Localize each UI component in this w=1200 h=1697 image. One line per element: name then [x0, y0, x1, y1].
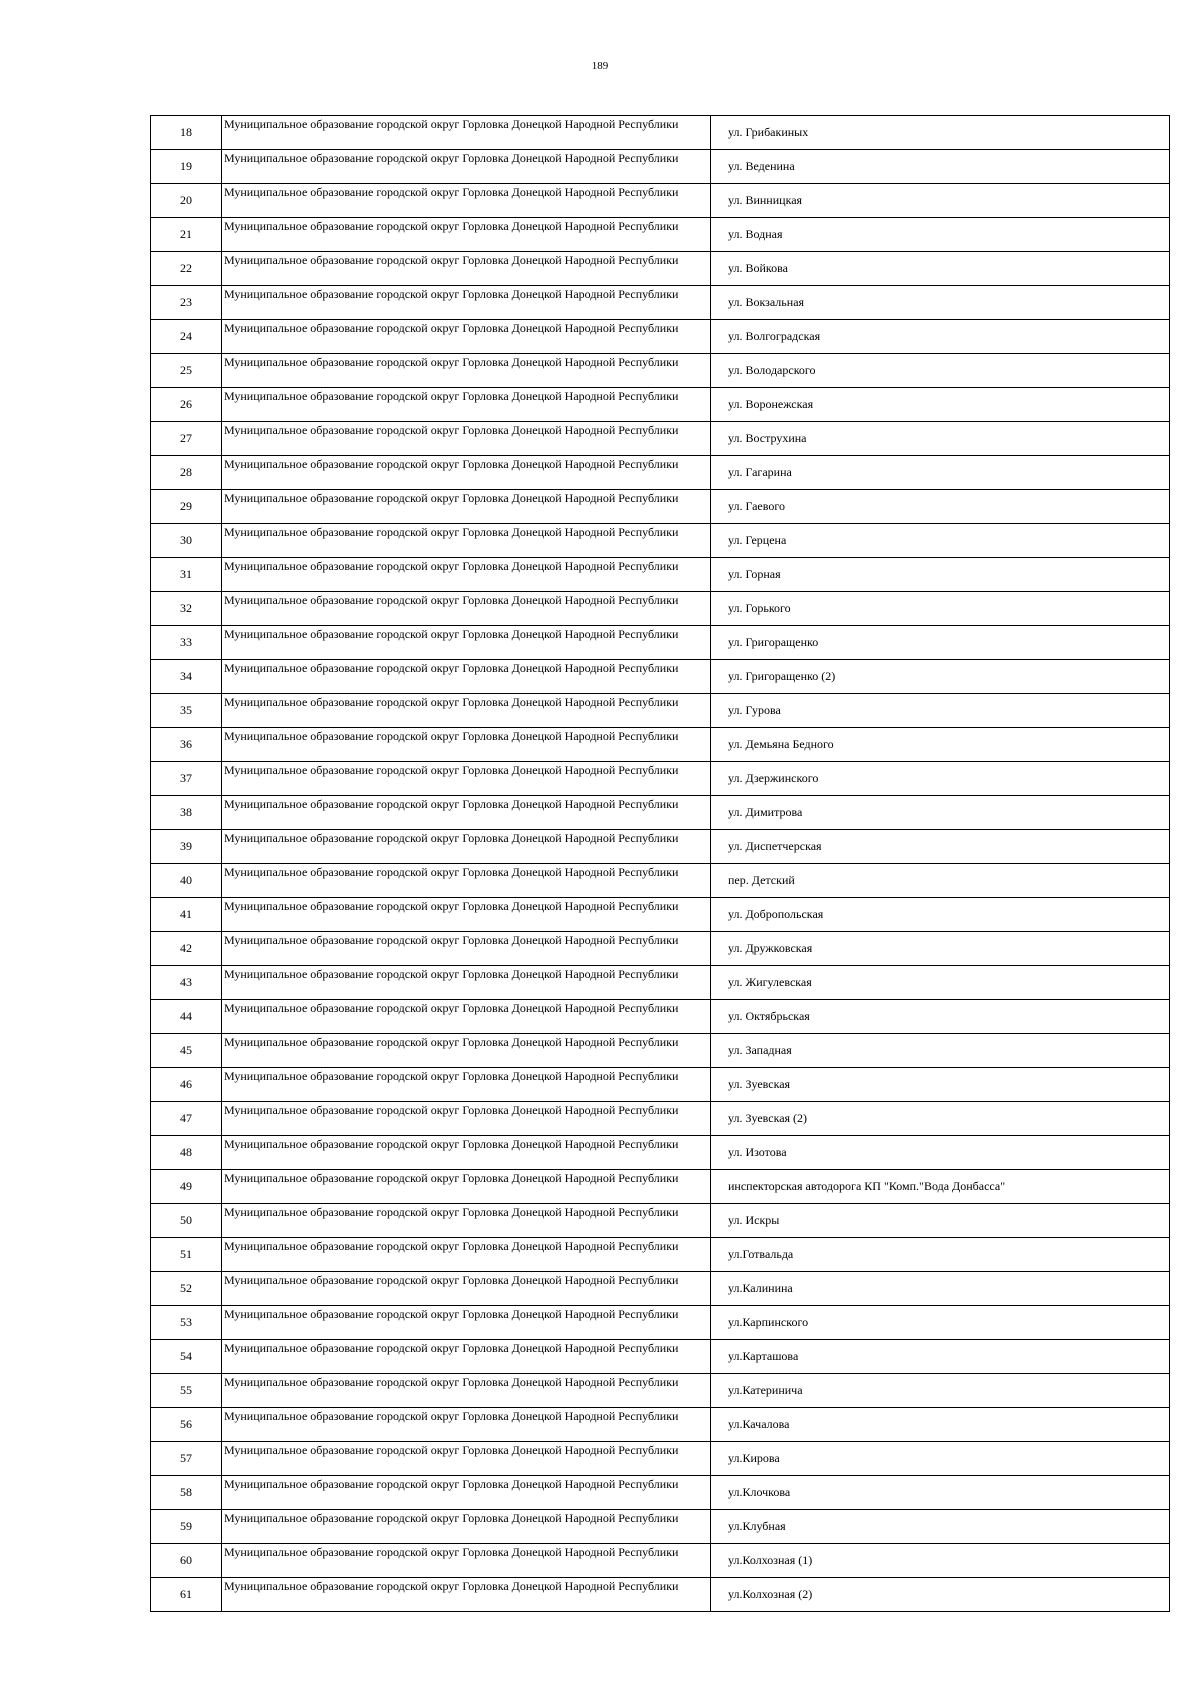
table-row [151, 660, 1170, 694]
municipality-cell [222, 1476, 711, 1510]
municipality-text: Муниципальное образование городской округ Горловка Донецкой Народной Республики [224, 967, 679, 981]
municipality-cell [222, 490, 711, 524]
row-number: 44 [151, 1000, 222, 1034]
row-number: 32 [151, 592, 222, 626]
row-number: 27 [151, 422, 222, 456]
row-number: 25 [151, 354, 222, 388]
municipality-text: Муниципальное образование городской округ Горловка Донецкой Народной Республики [224, 1171, 679, 1185]
municipality-cell [222, 1000, 711, 1034]
street-cell: ул. Добропольская [711, 898, 1170, 932]
street-cell: ул. Войкова [711, 252, 1170, 286]
municipality-text: Муниципальное образование городской округ Горловка Донецкой Народной Республики [224, 1239, 679, 1253]
municipality-cell [222, 1374, 711, 1408]
row-number: 49 [151, 1170, 222, 1204]
municipality-cell [222, 830, 711, 864]
municipality-cell [222, 1170, 711, 1204]
table-row [151, 1000, 1170, 1034]
municipality-cell [222, 252, 711, 286]
municipality-text: Муниципальное образование городской округ Горловка Донецкой Народной Республики [224, 1103, 679, 1117]
table-row [151, 1306, 1170, 1340]
street-cell: ул. Зуевская (2) [711, 1102, 1170, 1136]
street-cell: ул.Колхозная (1) [711, 1544, 1170, 1578]
table-row [151, 898, 1170, 932]
municipality-cell [222, 796, 711, 830]
municipality-cell [222, 388, 711, 422]
municipality-cell [222, 1272, 711, 1306]
municipality-cell [222, 966, 711, 1000]
municipality-text: Муниципальное образование городской округ Горловка Донецкой Народной Республики [224, 1409, 679, 1423]
street-cell: ул.Колхозная (2) [711, 1578, 1170, 1612]
row-number: 43 [151, 966, 222, 1000]
street-cell: ул. Григоращенко (2) [711, 660, 1170, 694]
table-row [151, 524, 1170, 558]
municipality-cell [222, 626, 711, 660]
row-number: 45 [151, 1034, 222, 1068]
table-row [151, 1272, 1170, 1306]
table-row [151, 762, 1170, 796]
street-cell: ул. Григоращенко [711, 626, 1170, 660]
row-number: 37 [151, 762, 222, 796]
row-number: 30 [151, 524, 222, 558]
municipality-text: Муниципальное образование городской округ Горловка Донецкой Народной Республики [224, 1443, 679, 1457]
row-number: 36 [151, 728, 222, 762]
row-number: 61 [151, 1578, 222, 1612]
street-cell: ул. Диспетчерская [711, 830, 1170, 864]
municipality-cell [222, 286, 711, 320]
row-number: 48 [151, 1136, 222, 1170]
municipality-text: Муниципальное образование городской округ Горловка Донецкой Народной Республики [224, 627, 679, 641]
row-number: 59 [151, 1510, 222, 1544]
row-number: 23 [151, 286, 222, 320]
street-cell: ул.Карпинского [711, 1306, 1170, 1340]
page-number: 189 [591, 60, 609, 72]
table-row [151, 150, 1170, 184]
table-row [151, 1578, 1170, 1612]
table-row [151, 456, 1170, 490]
table-row [151, 286, 1170, 320]
table-row [151, 1340, 1170, 1374]
table-row [151, 252, 1170, 286]
row-number: 57 [151, 1442, 222, 1476]
municipality-text: Муниципальное образование городской округ Горловка Донецкой Народной Республики [224, 151, 679, 165]
street-cell: ул. Зуевская [711, 1068, 1170, 1102]
table-row [151, 1136, 1170, 1170]
row-number: 26 [151, 388, 222, 422]
street-cell: ул. Демьяна Бедного [711, 728, 1170, 762]
street-cell: ул. Гурова [711, 694, 1170, 728]
municipality-text: Муниципальное образование городской округ Горловка Донецкой Народной Республики [224, 1205, 679, 1219]
row-number: 42 [151, 932, 222, 966]
table-row [151, 1034, 1170, 1068]
street-cell: ул. Вострухина [711, 422, 1170, 456]
municipality-cell [222, 1510, 711, 1544]
municipality-cell [222, 184, 711, 218]
municipality-cell [222, 116, 711, 150]
street-cell: ул. Гагарина [711, 456, 1170, 490]
street-cell: ул. Гаевого [711, 490, 1170, 524]
table-row [151, 1510, 1170, 1544]
municipality-text: Муниципальное образование городской округ Горловка Донецкой Народной Республики [224, 1273, 679, 1287]
row-number: 60 [151, 1544, 222, 1578]
row-number: 24 [151, 320, 222, 354]
row-number: 39 [151, 830, 222, 864]
street-cell: ул. Западная [711, 1034, 1170, 1068]
row-number: 51 [151, 1238, 222, 1272]
municipality-text: Муниципальное образование городской округ Горловка Донецкой Народной Республики [224, 491, 679, 505]
street-cell: ул. Володарского [711, 354, 1170, 388]
row-number: 21 [151, 218, 222, 252]
municipality-text: Муниципальное образование городской округ Горловка Донецкой Народной Республики [224, 457, 679, 471]
row-number: 35 [151, 694, 222, 728]
municipality-text: Муниципальное образование городской округ Горловка Донецкой Народной Республики [224, 865, 679, 879]
municipality-cell [222, 592, 711, 626]
municipality-text: Муниципальное образование городской округ Горловка Донецкой Народной Республики [224, 423, 679, 437]
table-row [151, 1476, 1170, 1510]
municipality-text: Муниципальное образование городской округ Горловка Донецкой Народной Республики [224, 219, 679, 233]
municipality-text: Муниципальное образование городской округ Горловка Донецкой Народной Республики [224, 1001, 679, 1015]
municipality-cell [222, 1544, 711, 1578]
table-row [151, 626, 1170, 660]
street-cell: ул. Жигулевская [711, 966, 1170, 1000]
street-cell: инспекторская автодорога КП "Комп."Вода Донбасса" [711, 1170, 1170, 1204]
municipality-cell [222, 320, 711, 354]
row-number: 33 [151, 626, 222, 660]
municipality-cell [222, 694, 711, 728]
table-row [151, 1068, 1170, 1102]
municipality-text: Муниципальное образование городской округ Горловка Донецкой Народной Республики [224, 593, 679, 607]
row-number: 31 [151, 558, 222, 592]
street-cell: ул. Дзержинского [711, 762, 1170, 796]
municipality-cell [222, 218, 711, 252]
table-row [151, 966, 1170, 1000]
table-row [151, 592, 1170, 626]
municipality-cell [222, 558, 711, 592]
municipality-cell [222, 524, 711, 558]
table-row [151, 388, 1170, 422]
table-row [151, 694, 1170, 728]
municipality-text: Муниципальное образование городской округ Горловка Донецкой Народной Республики [224, 355, 679, 369]
municipality-cell [222, 1204, 711, 1238]
street-cell: ул. Горная [711, 558, 1170, 592]
table-row [151, 184, 1170, 218]
municipality-text: Муниципальное образование городской округ Горловка Донецкой Народной Республики [224, 117, 679, 131]
table-row [151, 422, 1170, 456]
municipality-cell [222, 422, 711, 456]
municipality-text: Муниципальное образование городской округ Горловка Донецкой Народной Республики [224, 899, 679, 913]
municipality-text: Муниципальное образование городской округ Горловка Донецкой Народной Республики [224, 525, 679, 539]
municipality-text: Муниципальное образование городской округ Горловка Донецкой Народной Республики [224, 695, 679, 709]
row-number: 53 [151, 1306, 222, 1340]
row-number: 34 [151, 660, 222, 694]
table-row [151, 218, 1170, 252]
row-number: 40 [151, 864, 222, 898]
street-cell: ул.Карташова [711, 1340, 1170, 1374]
municipality-cell [222, 1442, 711, 1476]
table-row [151, 1408, 1170, 1442]
municipality-text: Муниципальное образование городской округ Горловка Донецкой Народной Республики [224, 1511, 679, 1525]
row-number: 18 [151, 116, 222, 150]
municipality-text: Муниципальное образование городской округ Горловка Донецкой Народной Республики [224, 1035, 679, 1049]
table-row [151, 728, 1170, 762]
table-row [151, 1204, 1170, 1238]
municipality-text: Муниципальное образование городской округ Горловка Донецкой Народной Республики [224, 1579, 679, 1593]
municipality-cell [222, 150, 711, 184]
table-row [151, 1170, 1170, 1204]
table-row [151, 116, 1170, 150]
street-cell: ул.Клубная [711, 1510, 1170, 1544]
row-number: 56 [151, 1408, 222, 1442]
street-cell: ул.Катеринича [711, 1374, 1170, 1408]
municipality-cell [222, 1034, 711, 1068]
municipality-cell [222, 1306, 711, 1340]
municipality-text: Муниципальное образование городской округ Горловка Донецкой Народной Республики [224, 729, 679, 743]
municipality-cell [222, 1068, 711, 1102]
municipality-text: Муниципальное образование городской округ Горловка Донецкой Народной Республики [224, 1341, 679, 1355]
municipality-text: Муниципальное образование городской округ Горловка Донецкой Народной Республики [224, 389, 679, 403]
municipality-text: Муниципальное образование городской округ Горловка Донецкой Народной Республики [224, 185, 679, 199]
table-row [151, 864, 1170, 898]
street-cell: ул. Винницкая [711, 184, 1170, 218]
row-number: 38 [151, 796, 222, 830]
municipality-cell [222, 1340, 711, 1374]
municipality-cell [222, 660, 711, 694]
municipality-cell [222, 898, 711, 932]
municipality-text: Муниципальное образование городской округ Горловка Донецкой Народной Республики [224, 1375, 679, 1389]
municipality-text: Муниципальное образование городской округ Горловка Донецкой Народной Республики [224, 287, 679, 301]
street-cell: ул. Октябрьская [711, 1000, 1170, 1034]
row-number: 58 [151, 1476, 222, 1510]
street-cell: пер. Детский [711, 864, 1170, 898]
row-number: 55 [151, 1374, 222, 1408]
municipality-text: Муниципальное образование городской округ Горловка Донецкой Народной Республики [224, 763, 679, 777]
row-number: 20 [151, 184, 222, 218]
street-cell: ул. Воронежская [711, 388, 1170, 422]
municipality-text: Муниципальное образование городской округ Горловка Донецкой Народной Республики [224, 797, 679, 811]
municipality-text: Муниципальное образование городской округ Горловка Донецкой Народной Республики [224, 1545, 679, 1559]
streets-table [150, 115, 1170, 1612]
row-number: 29 [151, 490, 222, 524]
municipality-cell [222, 1136, 711, 1170]
street-cell: ул. Веденина [711, 150, 1170, 184]
row-number: 19 [151, 150, 222, 184]
municipality-cell [222, 1408, 711, 1442]
municipality-text: Муниципальное образование городской округ Горловка Донецкой Народной Республики [224, 253, 679, 267]
table-body [151, 116, 1170, 1612]
municipality-text: Муниципальное образование городской округ Горловка Донецкой Народной Республики [224, 1307, 679, 1321]
municipality-text: Муниципальное образование городской округ Горловка Донецкой Народной Республики [224, 1137, 679, 1151]
table-row [151, 490, 1170, 524]
municipality-text: Муниципальное образование городской округ Горловка Донецкой Народной Республики [224, 1477, 679, 1491]
street-cell: ул. Вокзальная [711, 286, 1170, 320]
street-cell: ул. Искры [711, 1204, 1170, 1238]
municipality-cell [222, 932, 711, 966]
table-row [151, 320, 1170, 354]
row-number: 54 [151, 1340, 222, 1374]
municipality-cell [222, 1238, 711, 1272]
table-row [151, 1102, 1170, 1136]
table-row [151, 932, 1170, 966]
municipality-text: Муниципальное образование городской округ Горловка Донецкой Народной Республики [224, 1069, 679, 1083]
municipality-text: Муниципальное образование городской округ Горловка Донецкой Народной Республики [224, 831, 679, 845]
table-row [151, 1238, 1170, 1272]
table-row [151, 1544, 1170, 1578]
row-number: 47 [151, 1102, 222, 1136]
row-number: 41 [151, 898, 222, 932]
municipality-text: Муниципальное образование городской округ Горловка Донецкой Народной Республики [224, 321, 679, 335]
municipality-cell [222, 456, 711, 490]
street-cell: ул. Дружковская [711, 932, 1170, 966]
street-cell: ул.Качалова [711, 1408, 1170, 1442]
street-cell: ул.Готвальда [711, 1238, 1170, 1272]
table-row [151, 830, 1170, 864]
municipality-text: Муниципальное образование городской округ Горловка Донецкой Народной Республики [224, 559, 679, 573]
street-cell: ул. Волгоградская [711, 320, 1170, 354]
row-number: 28 [151, 456, 222, 490]
table-row [151, 558, 1170, 592]
street-cell: ул. Димитрова [711, 796, 1170, 830]
row-number: 46 [151, 1068, 222, 1102]
municipality-cell [222, 354, 711, 388]
table-row [151, 354, 1170, 388]
table-row [151, 1374, 1170, 1408]
municipality-cell [222, 728, 711, 762]
table-row [151, 1442, 1170, 1476]
municipality-cell [222, 762, 711, 796]
street-cell: ул. Горького [711, 592, 1170, 626]
municipality-cell [222, 1102, 711, 1136]
municipality-cell [222, 1578, 711, 1612]
row-number: 50 [151, 1204, 222, 1238]
row-number: 52 [151, 1272, 222, 1306]
street-cell: ул. Водная [711, 218, 1170, 252]
municipality-text: Муниципальное образование городской округ Горловка Донецкой Народной Республики [224, 933, 679, 947]
street-cell: ул.Клочкова [711, 1476, 1170, 1510]
street-cell: ул. Грибакиных [711, 116, 1170, 150]
municipality-text: Муниципальное образование городской округ Горловка Донецкой Народной Республики [224, 661, 679, 675]
street-cell: ул.Кирова [711, 1442, 1170, 1476]
street-cell: ул. Изотова [711, 1136, 1170, 1170]
street-cell: ул. Герцена [711, 524, 1170, 558]
row-number: 22 [151, 252, 222, 286]
table-row [151, 796, 1170, 830]
street-cell: ул.Калинина [711, 1272, 1170, 1306]
municipality-cell [222, 864, 711, 898]
